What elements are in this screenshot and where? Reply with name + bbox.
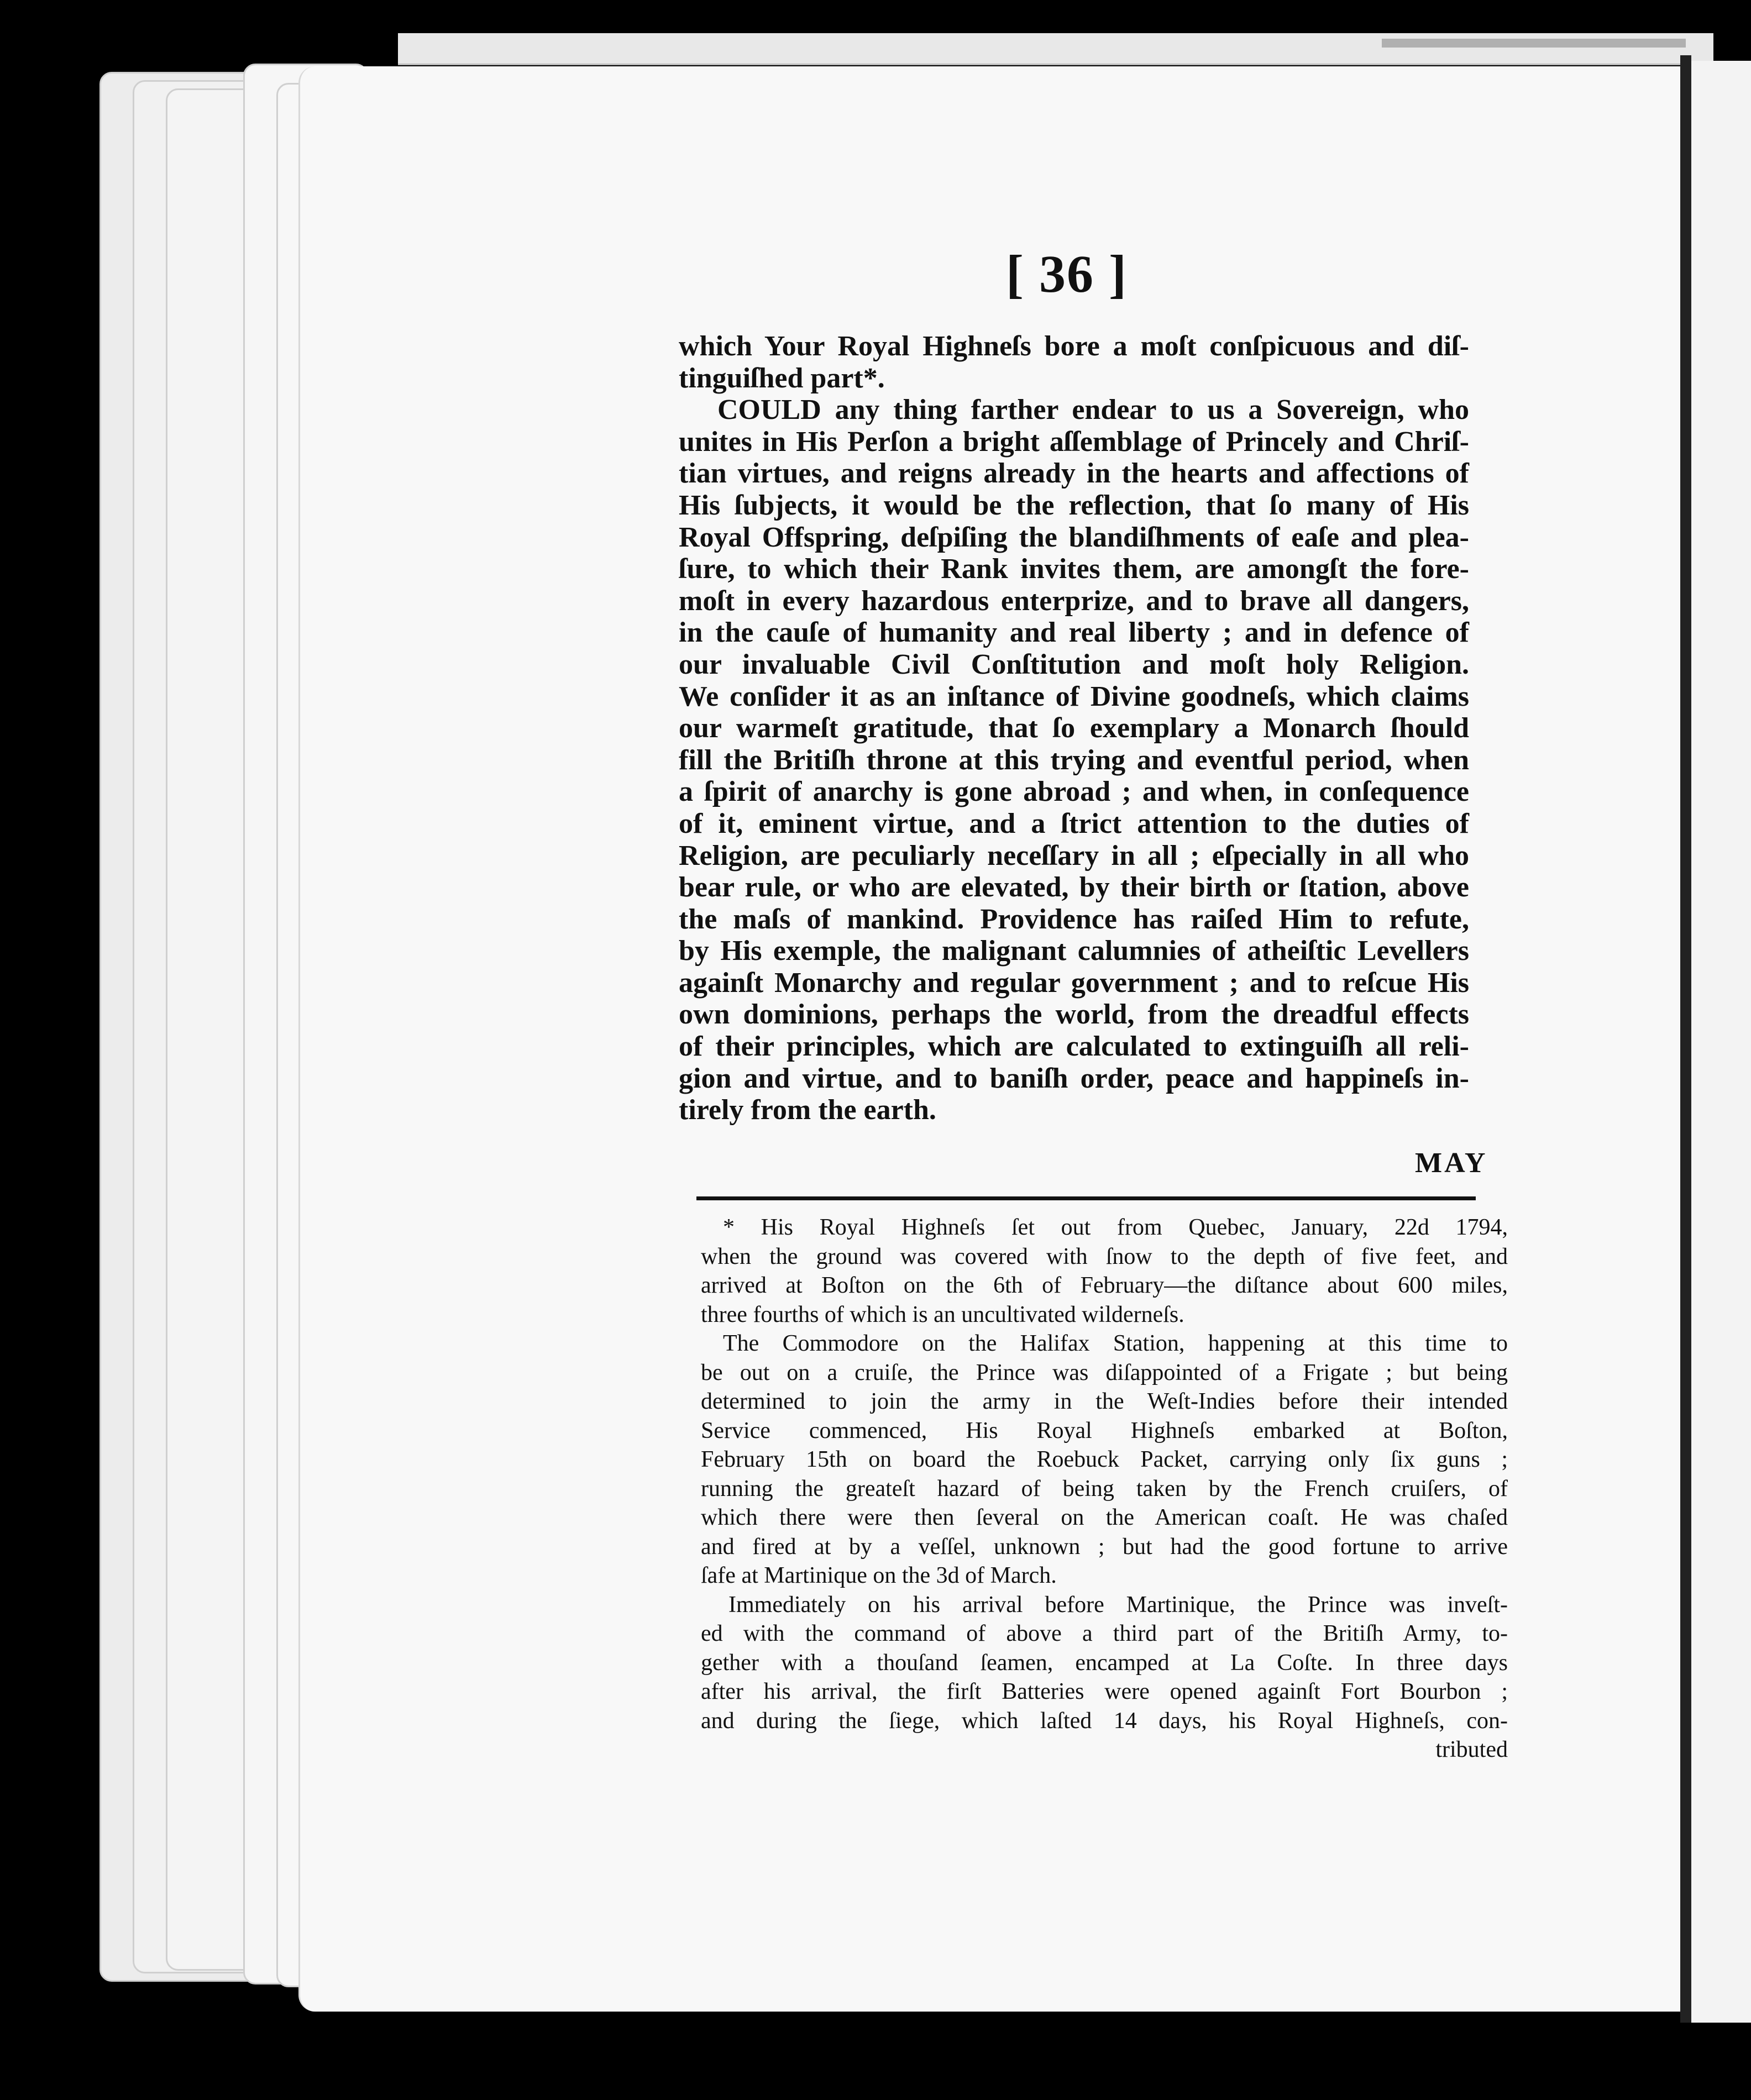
footnote-line: be out on a cruiſe, the Prince was diſappointed of a Frigate ; but being [701, 1359, 1508, 1385]
text-line: Religion, are peculiarly neceſſary in all ; eſpecially in all who [679, 839, 1469, 872]
footnote-line: Immediately on his arrival before Martinique, the Prince was inveſt- [728, 1592, 1508, 1618]
text-line: unites in His Perſon a bright aſſemblage of Princely and Chriſ- [679, 426, 1469, 458]
footnote-line: February 15th on board the Roebuck Packet, carrying only ſix guns ; [701, 1447, 1508, 1472]
text-line: our warmeſt gratitude, that ſo exemplary a Monarch ſhould [679, 712, 1469, 744]
footnote-line: The Commodore on the Halifax Station, happening at this time to [723, 1331, 1508, 1356]
footnote-line: * His Royal Highneſs ſet out from Quebec, January, 22d 1794, [723, 1215, 1508, 1240]
footnote-line: three fourths of which is an uncultivated wilderneſs. [701, 1301, 1184, 1327]
text-line: by His exemple, the malignant calumnies of atheiſtic Levellers [679, 935, 1469, 967]
text-line: of it, eminent virtue, and a ſtrict attention to the duties of [679, 807, 1469, 839]
text-line: our invaluable Civil Conſtitution and moſt holy Religion. [679, 648, 1469, 680]
text-line: own dominions, perhaps the world, from the dreadful effects [679, 999, 1469, 1031]
footnote-line: ſafe at Martinique on the 3d of March. [701, 1563, 1057, 1588]
footnote-catchword: tributed [1435, 1737, 1508, 1762]
text-line: His ſubjects, it would be the reflection, that ſo many of His [679, 489, 1469, 521]
footnote-line: and during the ſiege, which laſted 14 days, his Royal Highneſs, con- [701, 1708, 1508, 1734]
text-line: Royal Offspring, deſpiſing the blandiſhments of eaſe and plea- [679, 521, 1469, 553]
top-page-mark [1382, 39, 1686, 48]
text-line: a ſpirit of anarchy is gone abroad ; and when, in conſequence [679, 776, 1469, 808]
text-line: gion and virtue, and to baniſh order, peace and happineſs in- [679, 1062, 1469, 1094]
text-line: tirely from the earth. [679, 1094, 936, 1126]
text-line: of their principles, which are calculated to extinguiſh all reli- [679, 1031, 1469, 1063]
footnote-line: and fired at by a veſſel, unknown ; but had the good fortune to arrive [701, 1534, 1508, 1560]
text-line: the maſs of mankind. Providence has raiſed Him to refute, [679, 903, 1469, 935]
footnote-line: running the greateſt hazard of being taken by the French cruiſers, of [701, 1476, 1508, 1502]
catchword: MAY [1415, 1147, 1488, 1179]
footnote-line: after his arrival, the firſt Batteries were opened againſt Fort Bourbon ; [701, 1679, 1508, 1704]
text-line: fill the Britiſh throne at this trying and eventful period, when [679, 744, 1469, 776]
text-line: We conſider it as an inſtance of Divine goodneſs, which claims [679, 680, 1469, 712]
text-line: which Your Royal Highneſs bore a moſt conſpicuous and diſ- [679, 330, 1469, 362]
footnote-line: ed with the command of above a third part of the Britiſh Army, to- [701, 1621, 1508, 1646]
footnote-line: when the ground was covered with ſnow to the depth of five feet, and [701, 1243, 1508, 1269]
footnote-rule [696, 1196, 1476, 1200]
footnote-line: gether with a thouſand ſeamen, encamped at La Coſte. In three days [701, 1650, 1508, 1676]
footnote-line: arrived at Boſton on the 6th of February—the diſtance about 600 miles, [701, 1273, 1508, 1298]
footnote-line: determined to join the army in the Weſt-Indies before their intended [701, 1389, 1508, 1414]
text-line: againſt Monarchy and regular government ; and to reſcue His [679, 967, 1469, 999]
text-line: ſure, to which their Rank invites them, are amongſt the fore- [679, 553, 1469, 585]
facing-page-edge [1691, 61, 1751, 2023]
text-line: moſt in every hazardous enterprize, and to brave all dangers, [679, 585, 1469, 617]
footnotes [701, 1213, 1508, 1765]
text-line: bear rule, or who are elevated, by their birth or ſtation, above [679, 872, 1469, 904]
footnote-line: which there were then ſeveral on the American coaſt. He was chaſed [701, 1505, 1508, 1530]
top-page-edge [398, 33, 1713, 65]
footnote-line: Service commenced, His Royal Highneſs embarked at Boſton, [701, 1418, 1508, 1443]
main-text [679, 330, 1469, 1126]
text-line: in the cauſe of humanity and real liberty ; and in defence of [679, 617, 1469, 649]
text-line: tinguiſhed part*. [679, 362, 885, 394]
text-line: tian virtues, and reigns already in the hearts and affections of [679, 458, 1469, 490]
page-number: [ 36 ] [1006, 244, 1128, 303]
book-spine [1680, 55, 1691, 2023]
text-line: COULD any thing farther endear to us a Sovereign, who [717, 394, 1469, 426]
